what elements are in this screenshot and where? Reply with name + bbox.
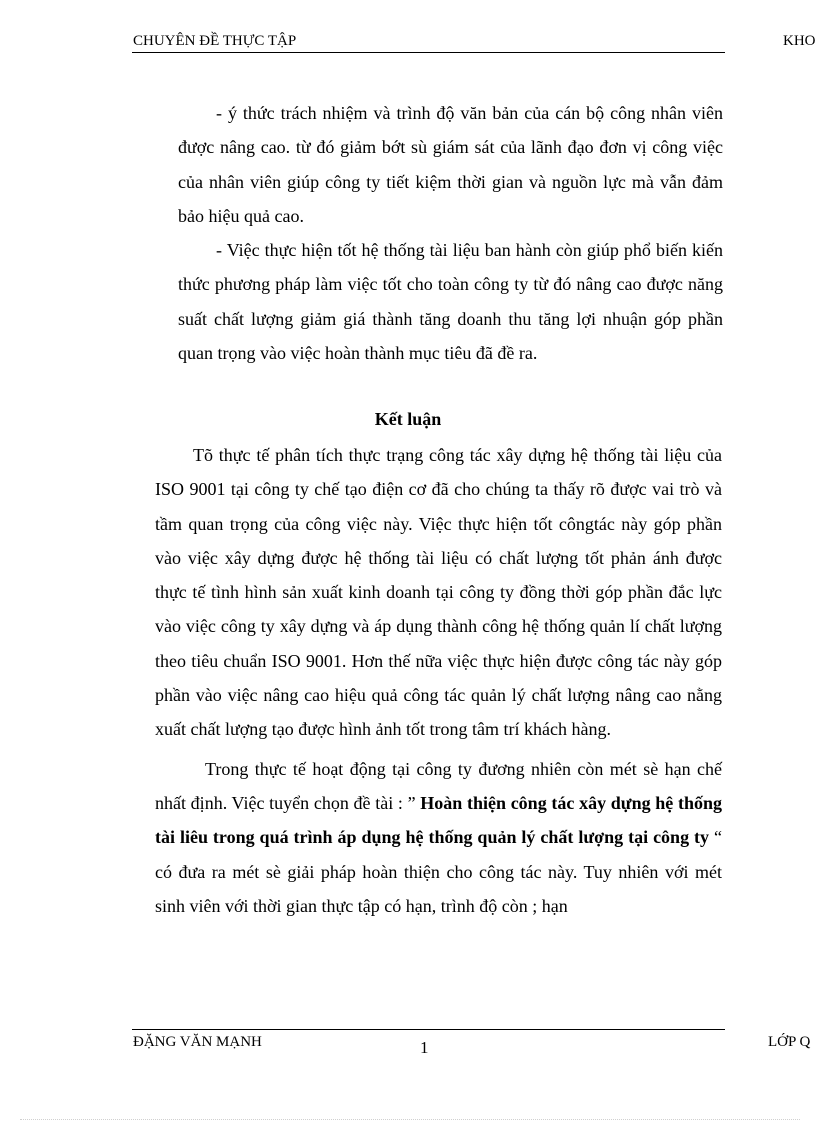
page-header-title: CHUYÊN ĐỀ THỰC TẬP [133, 33, 297, 49]
footer-class: LỚP Q [768, 1034, 811, 1050]
page-bottom-divider [20, 1119, 800, 1120]
header-rule [132, 52, 725, 53]
paragraph-2-text-start: Trong thực tế hoạt động tại công ty đương nhiên còn mét sè hạn chế nhất định. Việc tuyển chọn đề tài : ” [155, 758, 722, 813]
section-title: Kết luận [374, 409, 442, 429]
page-header-right: KHO [783, 33, 816, 49]
intro-paragraph-1: - ý thức trách nhiệm và trình độ văn bản của cán bộ công nhân viên được nâng cao. từ đó giảm bớt sù giám sát của lãnh đạo đơn vị công việc của nhân viên giúp công ty tiết kiệm thời gian và nguồn lực mà vẫn đảm bảo hiệu quả cao. [178, 103, 723, 226]
thesis-title-bold: Hoàn thiện công tác xây dựng hệ thống tài liêu trong quá trình áp dụng hệ thống quản lý chất lượng tại công ty [155, 792, 722, 848]
page-number: 1 [420, 1038, 429, 1057]
intro-paragraph-2: - Việc thực hiện tốt hệ thống tài liệu ban hành còn giúp phổ biến kiến thức phương pháp làm việc tốt cho toàn công ty từ đó nâng cao được năng suất chất lượng giảm giá thành tăng doanh thu tăng lợi nhuận góp phần quan trọng vào việc hoàn thành mục tiêu đã đề ra. [178, 240, 723, 364]
conclusion-section [155, 438, 722, 923]
conclusion-paragraph-2 [155, 752, 722, 923]
paragraph-2-text-end: “ có đưa ra mét sè giải pháp hoàn thiện cho công tác này. Tuy nhiên với mét sinh viên với thời gian thực tập có hạn, trình độ còn ; hạn [155, 827, 722, 916]
footer-rule [132, 1029, 725, 1030]
conclusion-paragraph-1: Tõ thực tế phân tích thực trạng công tác xây dựng hệ thống tài liệu của ISO 9001 tại công ty chế tạo điện cơ đã cho chúng ta thấy rõ được vai trò và tầm quan trọng của công việc này. Việc thực hiện tốt côngtác này góp phần vào việc xây dựng được hệ thống tài liệu có chất lượng tốt phản ánh được thực tế tình hình sản xuất kinh doanh tại công ty đồng thời góp phần đắc lực vào việc công ty xây dựng và áp dụng thành công hệ thống quản lí chất lượng theo tiêu chuẩn ISO 9001. Hơn thế nữa việc thực hiện được công tác này góp phần vào việc nâng cao hiệu quả công tác quản lý chất lượng nâng cao nằng xuất chất lượng tạo được hình ảnh tốt trong tâm trí khách hàng. [155, 445, 722, 740]
intro-section [178, 96, 723, 370]
footer-author: ĐẶNG VĂN MẠNH [133, 1034, 262, 1050]
